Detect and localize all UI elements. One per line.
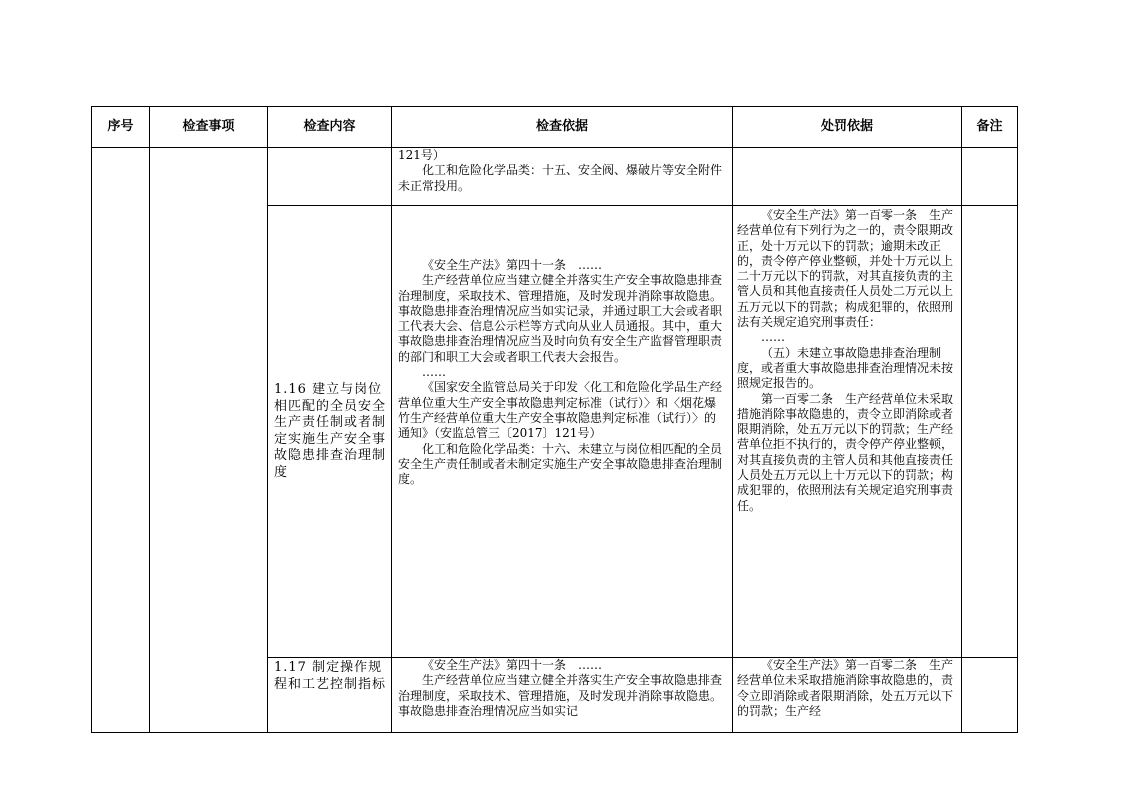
penalty-paragraph: 《安全生产法》第一百零二条 生产经营单位未采取措施消除事故隐患的，责令立即消除或者限期消除，处五万元以下的罚款；生产经 — [737, 658, 954, 718]
header-seq: 序号 — [92, 107, 150, 148]
content-cell: 1.16 建立与岗位相匹配的全员安全生产责任制或者制定实施生产安全事故隐患排查治理制度 — [268, 206, 392, 658]
seq-cell — [92, 148, 150, 733]
penalty-paragraph: …… — [761, 330, 785, 345]
basis-paragraph: 生产经营单位应当建立健全并落实生产安全事故隐患排查治理制度，采取技术、管理措施，及时发现并消除事故隐患。事故隐患排查治理情况应当如实记录，并通过职工大会或者职工代表大会、信息公示栏等方式向从业人员通报。其中，重大事故隐患排查治理情况应当及时向负有安全生产监督管理职责的部门和职工大会或者职工代表大会报告。 — [398, 273, 723, 364]
penalty-cell — [733, 658, 962, 733]
penalty-paragraph: （五）未建立事故隐患排查治理制度，或者重大事故隐患排查治理情况未按照规定报告的。 — [737, 345, 954, 391]
remark-cell — [962, 658, 1018, 733]
content-cell: 1.17 制定操作规程和工艺控制指标 — [268, 658, 392, 733]
basis-paragraph: 121号） — [398, 148, 445, 162]
basis-paragraph: 生产经营单位应当建立健全并落实生产安全事故隐患排查治理制度，采取技术、管理措施，及时发现并消除事故隐患。事故隐患排查治理情况应当如实记 — [398, 673, 723, 718]
basis-cell — [392, 658, 733, 733]
header-item: 检查事项 — [150, 107, 268, 148]
penalty-cell — [733, 148, 962, 206]
header-content: 检查内容 — [268, 107, 392, 148]
remark-cell — [962, 148, 1018, 206]
inspection-table — [91, 106, 1018, 733]
basis-paragraph: 化工和危险化学品类：十五、安全阀、爆破片等安全附件未正常投用。 — [398, 163, 723, 193]
header-remark: 备注 — [962, 107, 1018, 148]
table-row — [92, 148, 1018, 206]
header-penalty: 处罚依据 — [733, 107, 962, 148]
penalty-paragraph: 第一百零二条 生产经营单位未采取措施消除事故隐患的，责令立即消除或者限期消除，处五万元以下的罚款；生产经营单位拒不执行的，责令停产停业整顿，对其直接负责的主管人员和其他直接责任人员处五万元以上十万元以下的罚款；构成犯罪的，依照刑法有关规定追究刑事责任。 — [737, 391, 954, 513]
basis-paragraph: 《安全生产法》第四十一条 …… — [422, 258, 603, 272]
content-cell — [268, 148, 392, 206]
item-cell — [150, 148, 268, 733]
table-header-row — [92, 107, 1018, 148]
basis-paragraph: 化工和危险化学品类：十六、未建立与岗位相匹配的全员安全生产责任制或者未制定实施生产安全事故隐患排查治理制度。 — [398, 441, 723, 487]
basis-cell — [392, 206, 733, 658]
penalty-paragraph: 《安全生产法》第一百零一条 生产经营单位有下列行为之一的，责令限期改正，处十万元以下的罚款；逾期未改正的，责令停产停业整顿，并处十万元以上二十万元以下的罚款，对其直接负责的主管人员和其他直接责任人员处二万元以上五万元以下的罚款；构成犯罪的，依照刑法有关规定追究刑事责任： — [737, 208, 954, 330]
remark-cell — [962, 206, 1018, 658]
basis-paragraph: …… — [422, 365, 446, 380]
basis-cell — [392, 148, 733, 206]
header-basis: 检查依据 — [392, 107, 733, 148]
basis-paragraph: 《国家安全监管总局关于印发〈化工和危险化学品生产经营单位重大生产安全事故隐患判定标准（试行）〉和〈烟花爆竹生产经营单位重大生产安全事故隐患判定标准（试行）〉的通知》（安监总管三〔2017〕121号） — [398, 380, 723, 441]
penalty-cell — [733, 206, 962, 658]
basis-paragraph: 《安全生产法》第四十一条 …… — [422, 658, 603, 672]
